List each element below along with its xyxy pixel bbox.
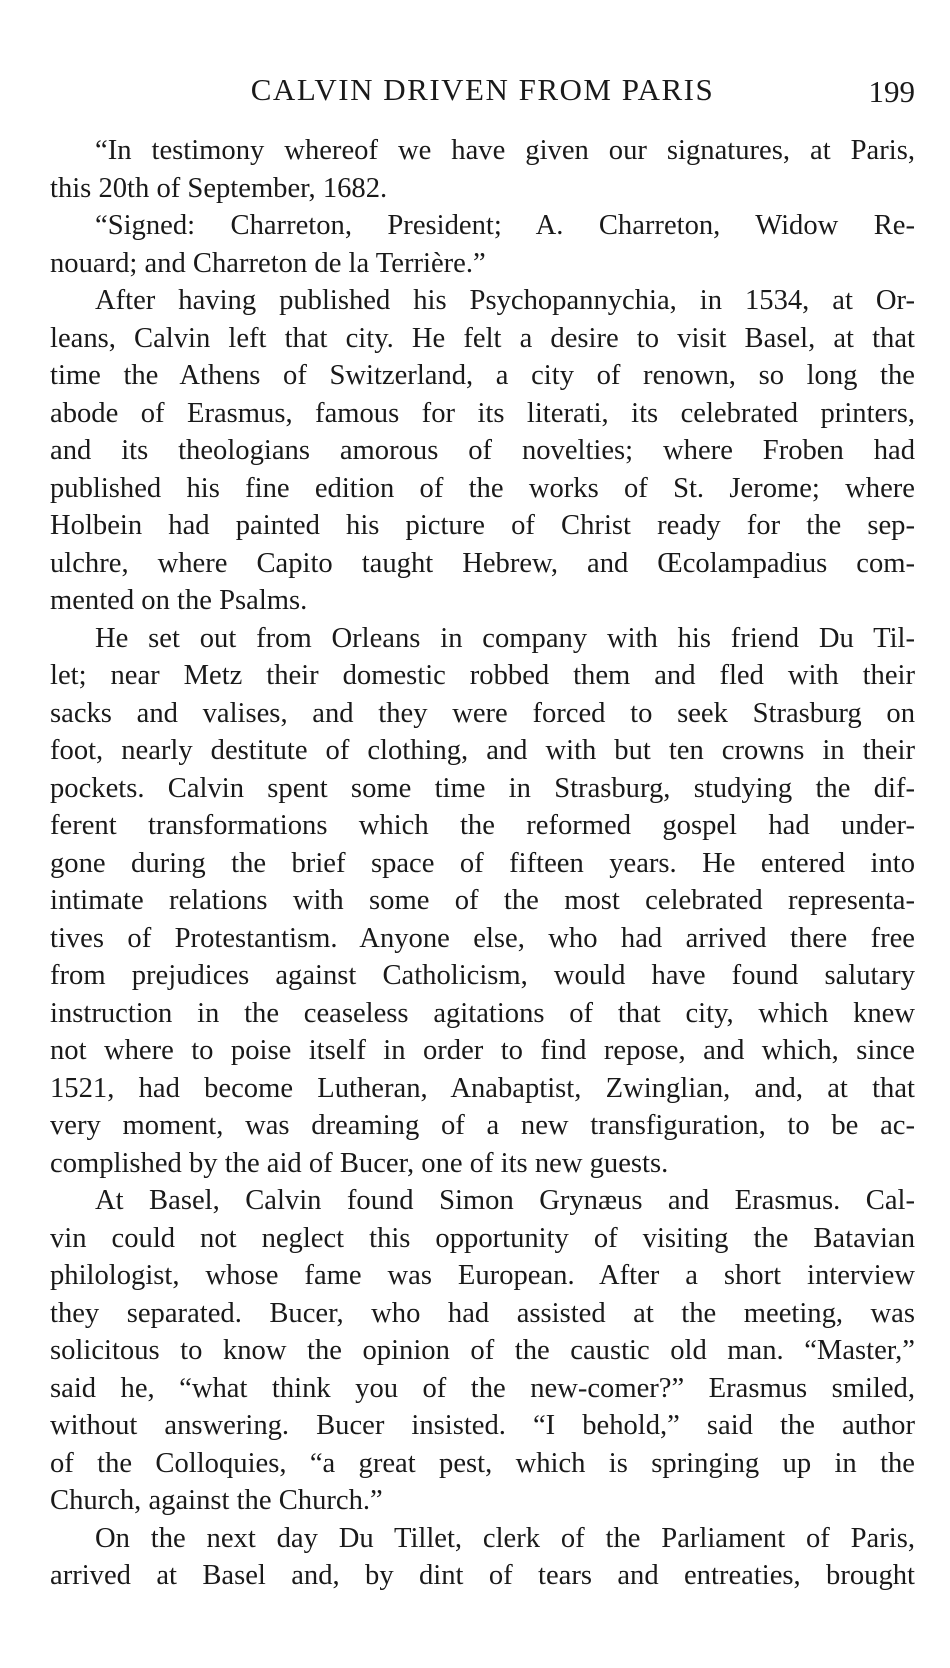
text-line: sacks and valises, and they were forced to seek Strasburg on bbox=[50, 697, 915, 729]
text-line: instruction in the ceaseless agitations of that city, which knew bbox=[50, 997, 915, 1029]
text-line: intimate relations with some of the most celebrated representa- bbox=[50, 885, 915, 916]
text-line: complished by the aid of Bucer, one of its new guests. bbox=[50, 1147, 669, 1179]
text-line: mented on the Psalms. bbox=[50, 585, 308, 616]
text-line: abode of Erasmus, famous for its literati, its celebrated printers, bbox=[50, 397, 915, 429]
text-line: time the Athens of Switzerland, a city of renown, so long the bbox=[50, 360, 915, 391]
text-line: said he, “what think you of the new-comer?” Erasmus smiled, bbox=[50, 1372, 915, 1404]
text-line: from prejudices against Catholicism, would have found salutary bbox=[50, 960, 915, 991]
text-line: leans, Calvin left that city. He felt a desire to visit Basel, at that bbox=[50, 322, 915, 354]
text-line: After having published his Psychopannychia, in 1534, at Or- bbox=[95, 285, 915, 316]
text-line: “In testimony whereof we have given our signatures, at Paris, bbox=[95, 135, 915, 166]
text-line: On the next day Du Tillet, clerk of the Parliament of Paris, bbox=[95, 1522, 915, 1554]
text-line: without answering. Bucer insisted. “I behold,” said the author bbox=[50, 1410, 915, 1441]
text-line: gone during the brief space of fifteen years. He entered into bbox=[50, 847, 915, 879]
text-line: this 20th of September, 1682. bbox=[50, 172, 388, 204]
text-line: vin could not neglect this opportunity of visiting the Batavian bbox=[50, 1222, 915, 1254]
text-line: “Signed: Charreton, President; A. Charreton, Widow Re- bbox=[95, 210, 915, 241]
text-line: At Basel, Calvin found Simon Grynæus and Erasmus. Cal- bbox=[95, 1185, 915, 1216]
text-line: ulchre, where Capito taught Hebrew, and Œcolampadius com- bbox=[50, 547, 915, 579]
body-text bbox=[50, 132, 915, 1595]
text-line: tives of Protestantism. Anyone else, who had arrived there free bbox=[50, 922, 915, 954]
page-header bbox=[50, 72, 915, 112]
text-line: foot, nearly destitute of clothing, and with but ten crowns in their bbox=[50, 735, 915, 766]
text-line: Holbein had painted his picture of Christ ready for the sep- bbox=[50, 510, 915, 541]
text-line: very moment, was dreaming of a new transfiguration, to be ac- bbox=[50, 1110, 915, 1141]
text-line: arrived at Basel and, by dint of tears and entreaties, brought bbox=[50, 1560, 915, 1591]
text-line: and its theologians amorous of novelties; where Froben had bbox=[50, 435, 915, 466]
text-line: philologist, whose fame was European. After a short interview bbox=[50, 1260, 915, 1291]
text-line: of the Colloquies, “a great pest, which is springing up in the bbox=[50, 1447, 915, 1479]
running-title: CALVIN DRIVEN FROM PARIS bbox=[250, 72, 715, 107]
text-line: published his fine edition of the works of St. Jerome; where bbox=[50, 472, 915, 504]
text-line: nouard; and Charreton de la Terrière.” bbox=[50, 247, 486, 279]
text-line: Church, against the Church.” bbox=[50, 1485, 383, 1516]
text-line: He set out from Orleans in company with his friend Du Til- bbox=[95, 622, 915, 654]
text-line: they separated. Bucer, who had assisted at the meeting, was bbox=[50, 1297, 915, 1329]
text-line: let; near Metz their domestic robbed them and fled with their bbox=[50, 660, 915, 691]
text-line: solicitous to know the opinion of the caustic old man. “Master,” bbox=[50, 1335, 915, 1366]
text-line: 1521, had become Lutheran, Anabaptist, Zwinglian, and, at that bbox=[50, 1072, 915, 1104]
page-number: 199 bbox=[868, 74, 915, 109]
text-line: ferent transformations which the reformed gospel had under- bbox=[50, 810, 915, 841]
text-line: pockets. Calvin spent some time in Strasburg, studying the dif- bbox=[50, 772, 915, 804]
text-line: not where to poise itself in order to find repose, and which, since bbox=[50, 1035, 915, 1066]
